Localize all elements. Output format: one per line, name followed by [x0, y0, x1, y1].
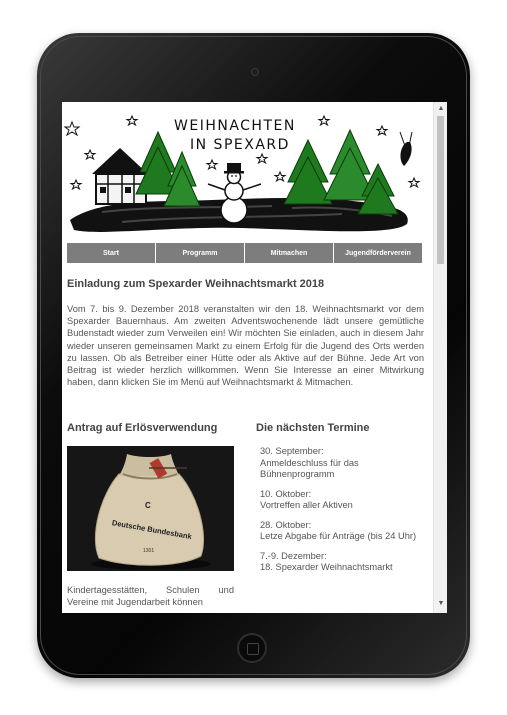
money-bag-photo — [67, 446, 234, 571]
termin-date: 10. Oktober: — [260, 488, 312, 499]
page-title: Einladung zum Spexarder Weihnachtsmarkt 2018 — [67, 278, 325, 290]
bag-text: Deutsche Bundesbank — [111, 518, 193, 542]
termin-date: 28. Oktober: — [260, 519, 312, 530]
banner — [62, 102, 433, 240]
termine-list — [260, 446, 420, 582]
banner-title-line1: WEIHNACHTEN — [174, 118, 296, 134]
web-page — [62, 102, 433, 613]
banner-title-line2: IN SPEXARD — [190, 137, 290, 153]
antrag-paragraph: Kindertagesstätten, Schulen und Vereine mit Jugendarbeit können — [67, 585, 234, 608]
termin-item — [260, 489, 420, 512]
termin-item — [260, 446, 420, 481]
termin-desc: Vortreffen aller Aktiven — [260, 500, 353, 510]
intro-paragraph: Vom 7. bis 9. Dezember 2018 veranstalten wir den 18. Weihnachtsmarkt vor dem Spexarder Bauernhaus. Am zweiten Adventswochenende lädt unsere gemütliche Budenstadt wieder zum Verweilen ein! Wir möchten Sie einladen, auch in diesem Jahr wieder unseren gemeinsamen Markt zu einem Erfolg für die Jugend des Orts werden zu lassen. Ob als Betreiber einer Hütte oder als Aktive auf der Bühne. Jede Art von Beitrag ist wieder herzlich willkommen. Wenn Sie Interesse an einer Mitwirkung haben, dann klicken Sie im Menü auf Weihnachtsmarkt & Mitmachen. — [67, 304, 424, 388]
camera-icon — [251, 68, 259, 76]
vertical-scrollbar[interactable] — [433, 102, 447, 613]
nav-item-start[interactable]: Start — [67, 243, 156, 263]
tablet-screen — [62, 102, 447, 613]
termin-desc: 18. Spexarder Weihnachtsmarkt — [260, 562, 393, 572]
termin-desc: Anmeldeschluss für das Bühnenprogramm — [260, 457, 359, 479]
termin-item — [260, 520, 420, 543]
nav-item-programm[interactable]: Programm — [156, 243, 245, 263]
scroll-up-arrow-icon[interactable]: ▲ — [437, 105, 445, 112]
nav-item-jugendfoerderverein[interactable]: Jugendförderverein — [334, 243, 422, 263]
termin-date: 7.-9. Dezember: — [260, 550, 327, 561]
nav-item-mitmachen[interactable]: Mitmachen — [245, 243, 334, 263]
scroll-down-arrow-icon[interactable]: ▼ — [437, 600, 445, 607]
termin-date: 30. September: — [260, 446, 324, 456]
scrollbar-thumb[interactable] — [437, 116, 444, 264]
main-nav — [67, 243, 422, 263]
termin-item — [260, 551, 420, 574]
section-heading-termine: Die nächsten Termine — [256, 422, 370, 434]
termin-desc: Letze Abgabe für Anträge (bis 24 Uhr) — [260, 531, 417, 541]
home-button[interactable] — [237, 633, 267, 663]
bag-letter: C — [145, 501, 151, 510]
money-bag-illustration — [67, 446, 234, 571]
section-heading-antrag: Antrag auf Erlösverwendung — [67, 422, 218, 434]
bag-number: 1301 — [143, 548, 155, 554]
